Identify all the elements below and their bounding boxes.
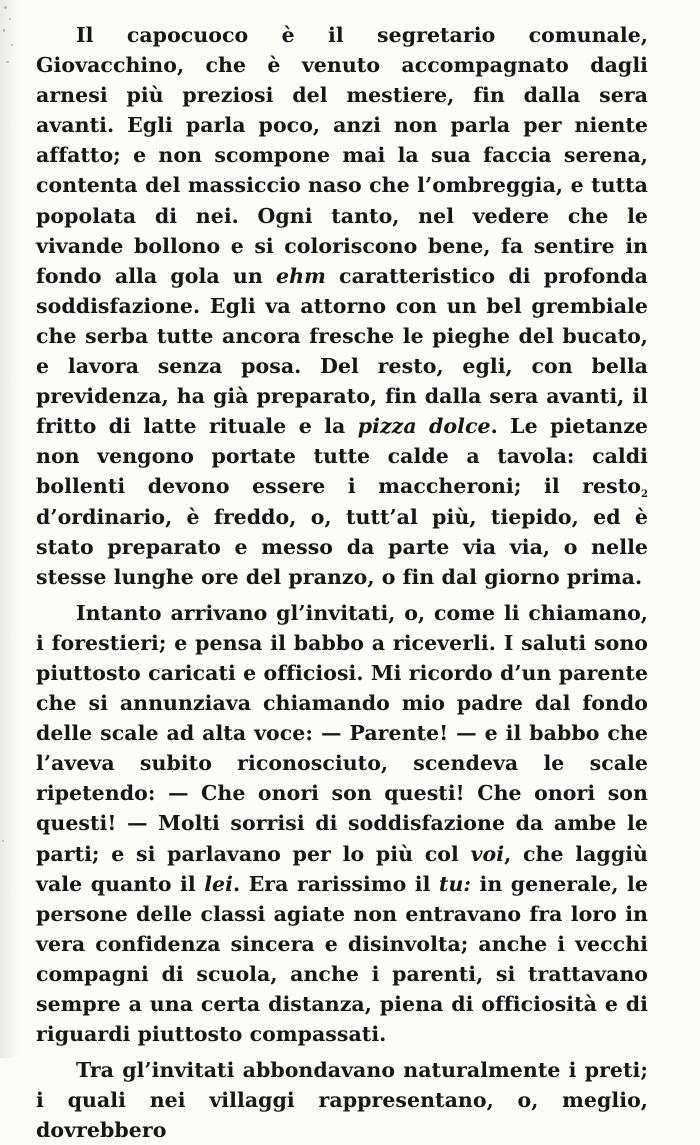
text-run: d’ordinario, è freddo, o, tutt’al più, tiepido, ed è stato preparato e messo da parte via via, o nelle stesse lunghe ore del pranzo, o fin dal giorno prima. (36, 504, 648, 589)
scan-speck (11, 44, 13, 46)
italic-text: lei (204, 871, 233, 896)
body-text (36, 20, 648, 1145)
text-run: . Era rarissimo il (232, 871, 439, 896)
paragraph (36, 1055, 648, 1145)
text-run: Il capocuoco è il segretario comunale, Giovacchino, che è venuto accompagnato dagli arnesi più preziosi del mestiere, fin dalla sera avanti. Egli parla poco, anzi non parla per niente affatto; e non scompone mai la sua faccia serena, contenta del massiccio naso che l’ombreggia, e tutta popolata di nei. Ogni tanto, nel vedere che le vivande bollono e si coloriscono bene, fa sentire in fondo alla gola un (36, 23, 648, 288)
scan-speck (3, 29, 5, 32)
text-run: Intanto arrivano gl’invitati, o, come li chiamano, i forestieri; e pensa il babbo a riceverli. I saluti sono piuttosto caricati e officiosi. Mi ricordo d’un parente che si annunziava chiamando mio padre dal fondo delle scale ad alta voce: — Parente! — e il babbo che l’aveva subito riconosciuto, scendeva le scale ripetendo: — Che onori son questi! Che onori son questi! — Molti sorrisi di soddisfazione da ambe le parti; e si parlavano per lo più col (36, 600, 648, 866)
scan-speck (4, 6, 7, 9)
text-run: . Le pietanze non vengono portate tutte calde a tavola: caldi bollenti devono essere i maccheroni; il resto (36, 414, 648, 499)
italic-text: voi (470, 841, 505, 866)
scan-speck (6, 61, 9, 63)
text-run: caratteristico di profonda soddisfazione. Egli va attorno con un bel grembiale che serba tutte ancora fresche le pieghe del bucato, e lavora senza posa. Del resto, egli, con bella previdenza, ha già preparato, fin dalla sera avanti, il fritto di latte rituale e la (36, 263, 648, 439)
scan-speck (9, 18, 11, 20)
paragraph (36, 20, 648, 592)
paragraph (36, 598, 648, 1049)
text-run: , che laggiù vale quanto il (36, 841, 648, 896)
italic-text: pizza dolce (357, 414, 491, 439)
scan-speck (2, 840, 4, 842)
scan-edge-shadow (0, 0, 22, 1058)
text-run: Tra gl’invitati abbondavano naturalmente i preti; i quali nei villaggi rappresentano, o, meglio, dovrebbero (36, 1058, 648, 1143)
print-mark: 2 (640, 489, 648, 501)
italic-text: tu: (438, 871, 472, 896)
text-run: in generale, le persone delle classi agiate non entravano fra loro in vera confidenza sincera e disinvolta; anche i vecchi compagni di scuola, anche i parenti, si trattavano sempre a una certa distanza, piena di officiosità e di riguardi piuttosto compassati. (36, 871, 648, 1047)
italic-text: ehm (276, 263, 326, 288)
